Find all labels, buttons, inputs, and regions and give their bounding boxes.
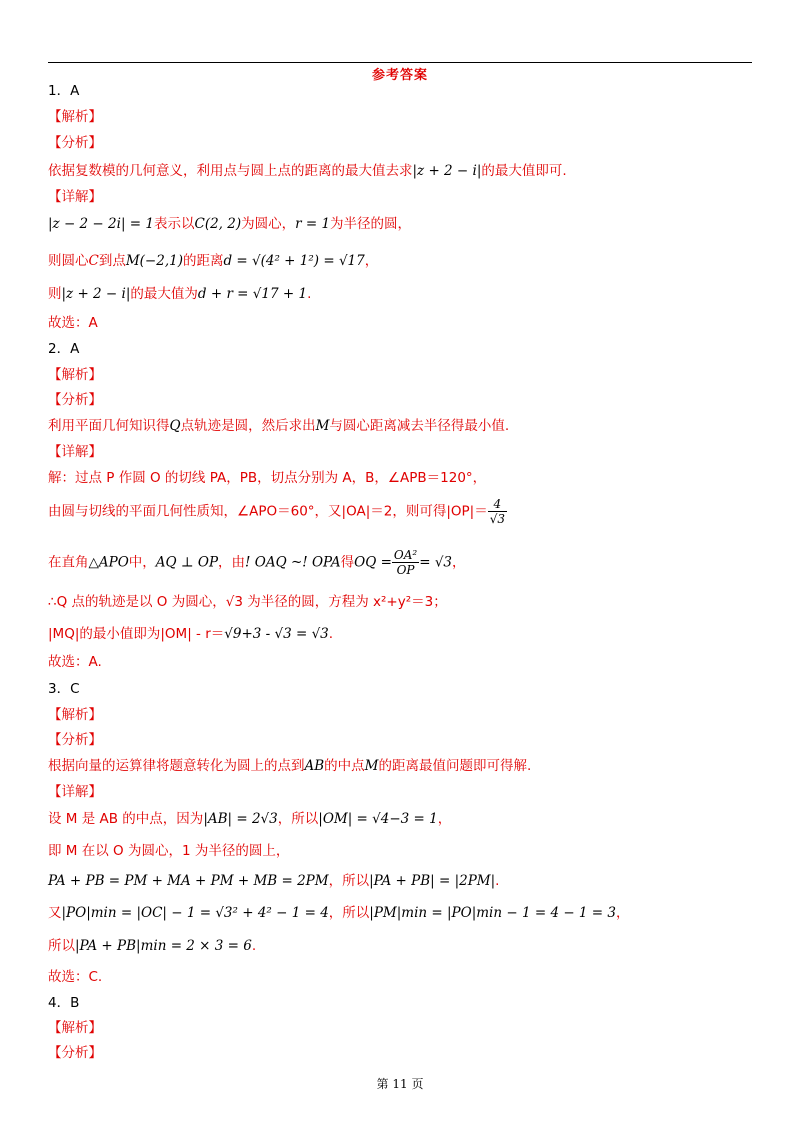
q3-choice: 故选：C. <box>48 969 103 985</box>
q2-op-fraction: $\frac{4}{√3}$ <box>489 497 505 526</box>
q1-step1: |z − 2 − 2i| = 1表示以C(2, 2)为圆心，r = 1为半径的圆， <box>48 216 412 232</box>
q2-step4: ∴Q 点的轨迹是以 O 为圆心，√3 为半径的圆，方程为 x²+y²＝3； <box>48 594 447 610</box>
q1-fenxi-label: 【分析】 <box>48 135 102 151</box>
q1-xiangjie-label: 【详解】 <box>48 189 102 205</box>
q2-answer: 2．A <box>48 341 80 357</box>
q4-answer: 4．B <box>48 995 80 1011</box>
q3-step5: 所以|PA + PB|min = 2 × 3 = 6. <box>48 938 257 954</box>
q1-step3: 则|z + 2 − i|的最大值为d + r = √17 + 1. <box>48 286 312 302</box>
q2-step1: 解：过点 P 作圆 O 的切线 PA，PB，切点分别为 A，B，∠APB＝120°， <box>48 470 487 486</box>
q1-choice: 故选：A <box>48 315 98 331</box>
q3-step3: PA + PB = PM + MA + PM + MB = 2PM，所以|PA + PB| = |2PM|. <box>48 873 500 889</box>
q3-analysis: 根据向量的运算律将题意转化为圆上的点到AB的中点M的距离最值问题即可得解. <box>48 758 532 774</box>
header-rule <box>48 62 752 63</box>
q1-step2: 则圆心C到点M(−2,1)的距离d = √(4² + 1²) = √17， <box>48 253 379 269</box>
q2-step2: 由圆与切线的平面几何性质知，∠APO＝60°，又|OA|＝2，则可得|OP|＝ $\frac{4}{√3}$ <box>48 497 505 526</box>
q1-jiexi-label: 【解析】 <box>48 109 102 125</box>
q3-step4: 又|PO|min = |OC| − 1 = √3² + 4² − 1 = 4，所以|PM|min = |PO|min − 1 = 4 − 1 = 3， <box>48 905 630 921</box>
q2-step3: 在直角△APO中，AQ ⊥ OP，由! OAQ ~! OPA得OQ = $\frac{\text{OA²}}{OP}$ = √3， <box>48 548 466 577</box>
q3-xiangjie-label: 【详解】 <box>48 784 102 800</box>
q4-fenxi-label: 【分析】 <box>48 1045 102 1061</box>
q3-jiexi-label: 【解析】 <box>48 707 102 723</box>
q3-step1: 设 M 是 AB 的中点，因为|AB| = 2√3，所以|OM| = √4−3 = 1， <box>48 811 452 827</box>
q1-analysis-formula: |z + 2 − i| <box>412 163 482 179</box>
q2-xiangjie-label: 【详解】 <box>48 444 102 460</box>
q2-oq-fraction: $\frac{\text{OA²}}{OP}$ <box>393 548 418 577</box>
q2-choice: 故选：A. <box>48 654 102 670</box>
q1-analysis: 依据复数模的几何意义，利用点与圆上点的距离的最大值去求|z + 2 − i|的最大值即可. <box>48 163 567 179</box>
page-title: 参考答案 <box>371 68 428 83</box>
q3-fenxi-label: 【分析】 <box>48 732 102 748</box>
q3-step2: 即 M 在以 O 为圆心，1 为半径的圆上， <box>48 843 290 859</box>
q4-jiexi-label: 【解析】 <box>48 1020 102 1036</box>
q2-step5: |MQ|的最小值即为|OM| - r＝√9+3 - √3 = √3. <box>48 626 334 642</box>
q2-fenxi-label: 【分析】 <box>48 392 102 408</box>
q2-analysis: 利用平面几何知识得Q点轨迹是圆，然后求出M与圆心距离减去半径得最小值. <box>48 418 510 434</box>
q1-answer: 1．A <box>48 83 80 99</box>
page-number: 第 11 页 <box>376 1077 424 1091</box>
q3-answer: 3．C <box>48 681 80 697</box>
q2-jiexi-label: 【解析】 <box>48 367 102 383</box>
